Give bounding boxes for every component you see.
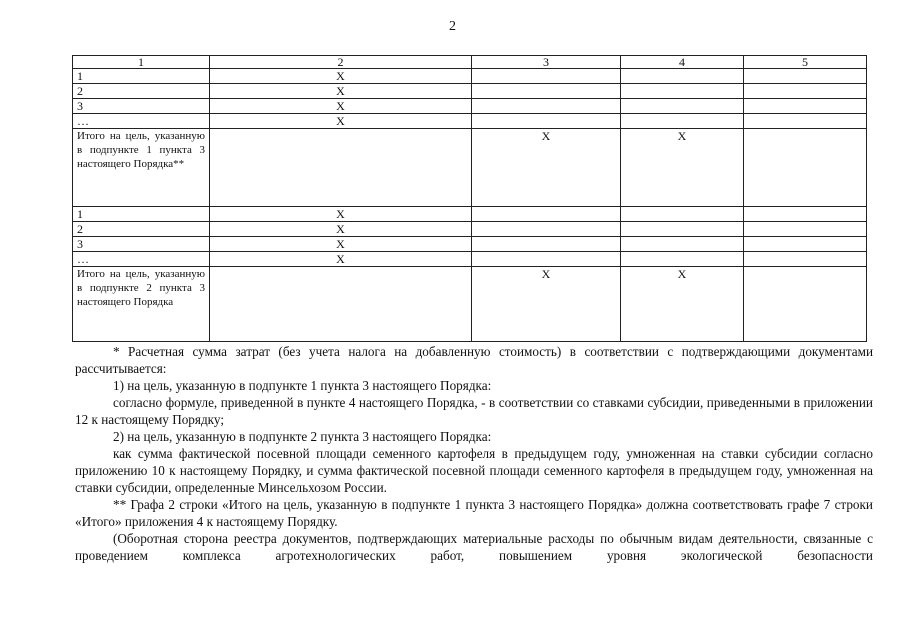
total-row-goal-2	[73, 267, 867, 342]
footnote-item-1: 1) на цель, указанную в подпункте 1 пункта 3 настоящего Порядка:	[113, 378, 492, 393]
column-header-3: 3	[472, 56, 621, 69]
column-header-5: 5	[744, 56, 867, 69]
table-row	[73, 114, 867, 129]
row-number: …	[73, 252, 210, 267]
row-number: 2	[73, 84, 210, 99]
cell-x-mark: X	[472, 129, 621, 207]
cell-x-mark: X	[472, 267, 621, 342]
column-header-4: 4	[621, 56, 744, 69]
table-row	[73, 252, 867, 267]
cell-x-mark: X	[210, 237, 472, 252]
cell-x-mark: X	[210, 207, 472, 222]
row-number: 1	[73, 69, 210, 84]
table-row	[73, 207, 867, 222]
cell-x-mark: X	[210, 69, 472, 84]
column-header-1: 1	[73, 56, 210, 69]
cell-x-mark: X	[210, 99, 472, 114]
footnote-2: ** Графа 2 строки «Итого на цель, указанную в подпункте 1 пункта 3 настоящего Порядка» должна соответствовать графе 7 строки «Итого» приложения 4 к настоящему Порядку.	[75, 497, 873, 529]
row-number: 3	[73, 99, 210, 114]
table-row	[73, 237, 867, 252]
row-number: 2	[73, 222, 210, 237]
row-number: 3	[73, 237, 210, 252]
row-number: …	[73, 114, 210, 129]
table-row	[73, 99, 867, 114]
total-row-label: Итого на цель, указанную в подпункте 1 пункта 3 настоящего Порядка**	[73, 129, 210, 207]
cell-x-mark: X	[210, 84, 472, 99]
footnote-item-1-text: согласно формуле, приведенной в пункте 4 настоящего Порядка, - в соответствии со ставками субсидии, приведенными в приложении 12 к настоящему Порядку;	[75, 395, 873, 427]
table-row	[73, 69, 867, 84]
register-table	[72, 55, 867, 342]
footnote-item-2-text: как сумма фактической посевной площади семенного картофеля в предыдущем году, умноженная на ставки субсидии согласно приложению 10 к настоящему Порядку, и сумма фактической посевной площади семенного картофеля в предыдущем году, умноженная на ставки субсидии, определенные Минсельхозом России.	[75, 446, 873, 495]
cell-x-mark: X	[621, 129, 744, 207]
cell-x-mark: X	[210, 252, 472, 267]
cell-x-mark: X	[210, 222, 472, 237]
table-row	[73, 222, 867, 237]
cell-x-mark: X	[621, 267, 744, 342]
page-number: 2	[449, 19, 456, 34]
row-number: 1	[73, 207, 210, 222]
total-row-goal-1	[73, 129, 867, 207]
footnotes	[75, 343, 873, 564]
column-header-2: 2	[210, 56, 472, 69]
footnote-1: * Расчетная сумма затрат (без учета налога на добавленную стоимость) в соответствии с подтверждающими документами рассчитывается:	[75, 344, 873, 376]
total-row-label: Итого на цель, указанную в подпункте 2 пункта 3 настоящего Порядка	[73, 267, 210, 342]
cell-x-mark: X	[210, 114, 472, 129]
footnote-item-2: 2) на цель, указанную в подпункте 2 пункта 3 настоящего Порядка:	[113, 429, 492, 444]
table-header-row	[73, 56, 867, 69]
reverse-side-note: (Оборотная сторона реестра документов, подтверждающих материальные расходы по обычным видам деятельности, связанные с проведением комплекса агротехнологических работ, повышением уровня экологической безопасности	[75, 531, 873, 563]
table-row	[73, 84, 867, 99]
